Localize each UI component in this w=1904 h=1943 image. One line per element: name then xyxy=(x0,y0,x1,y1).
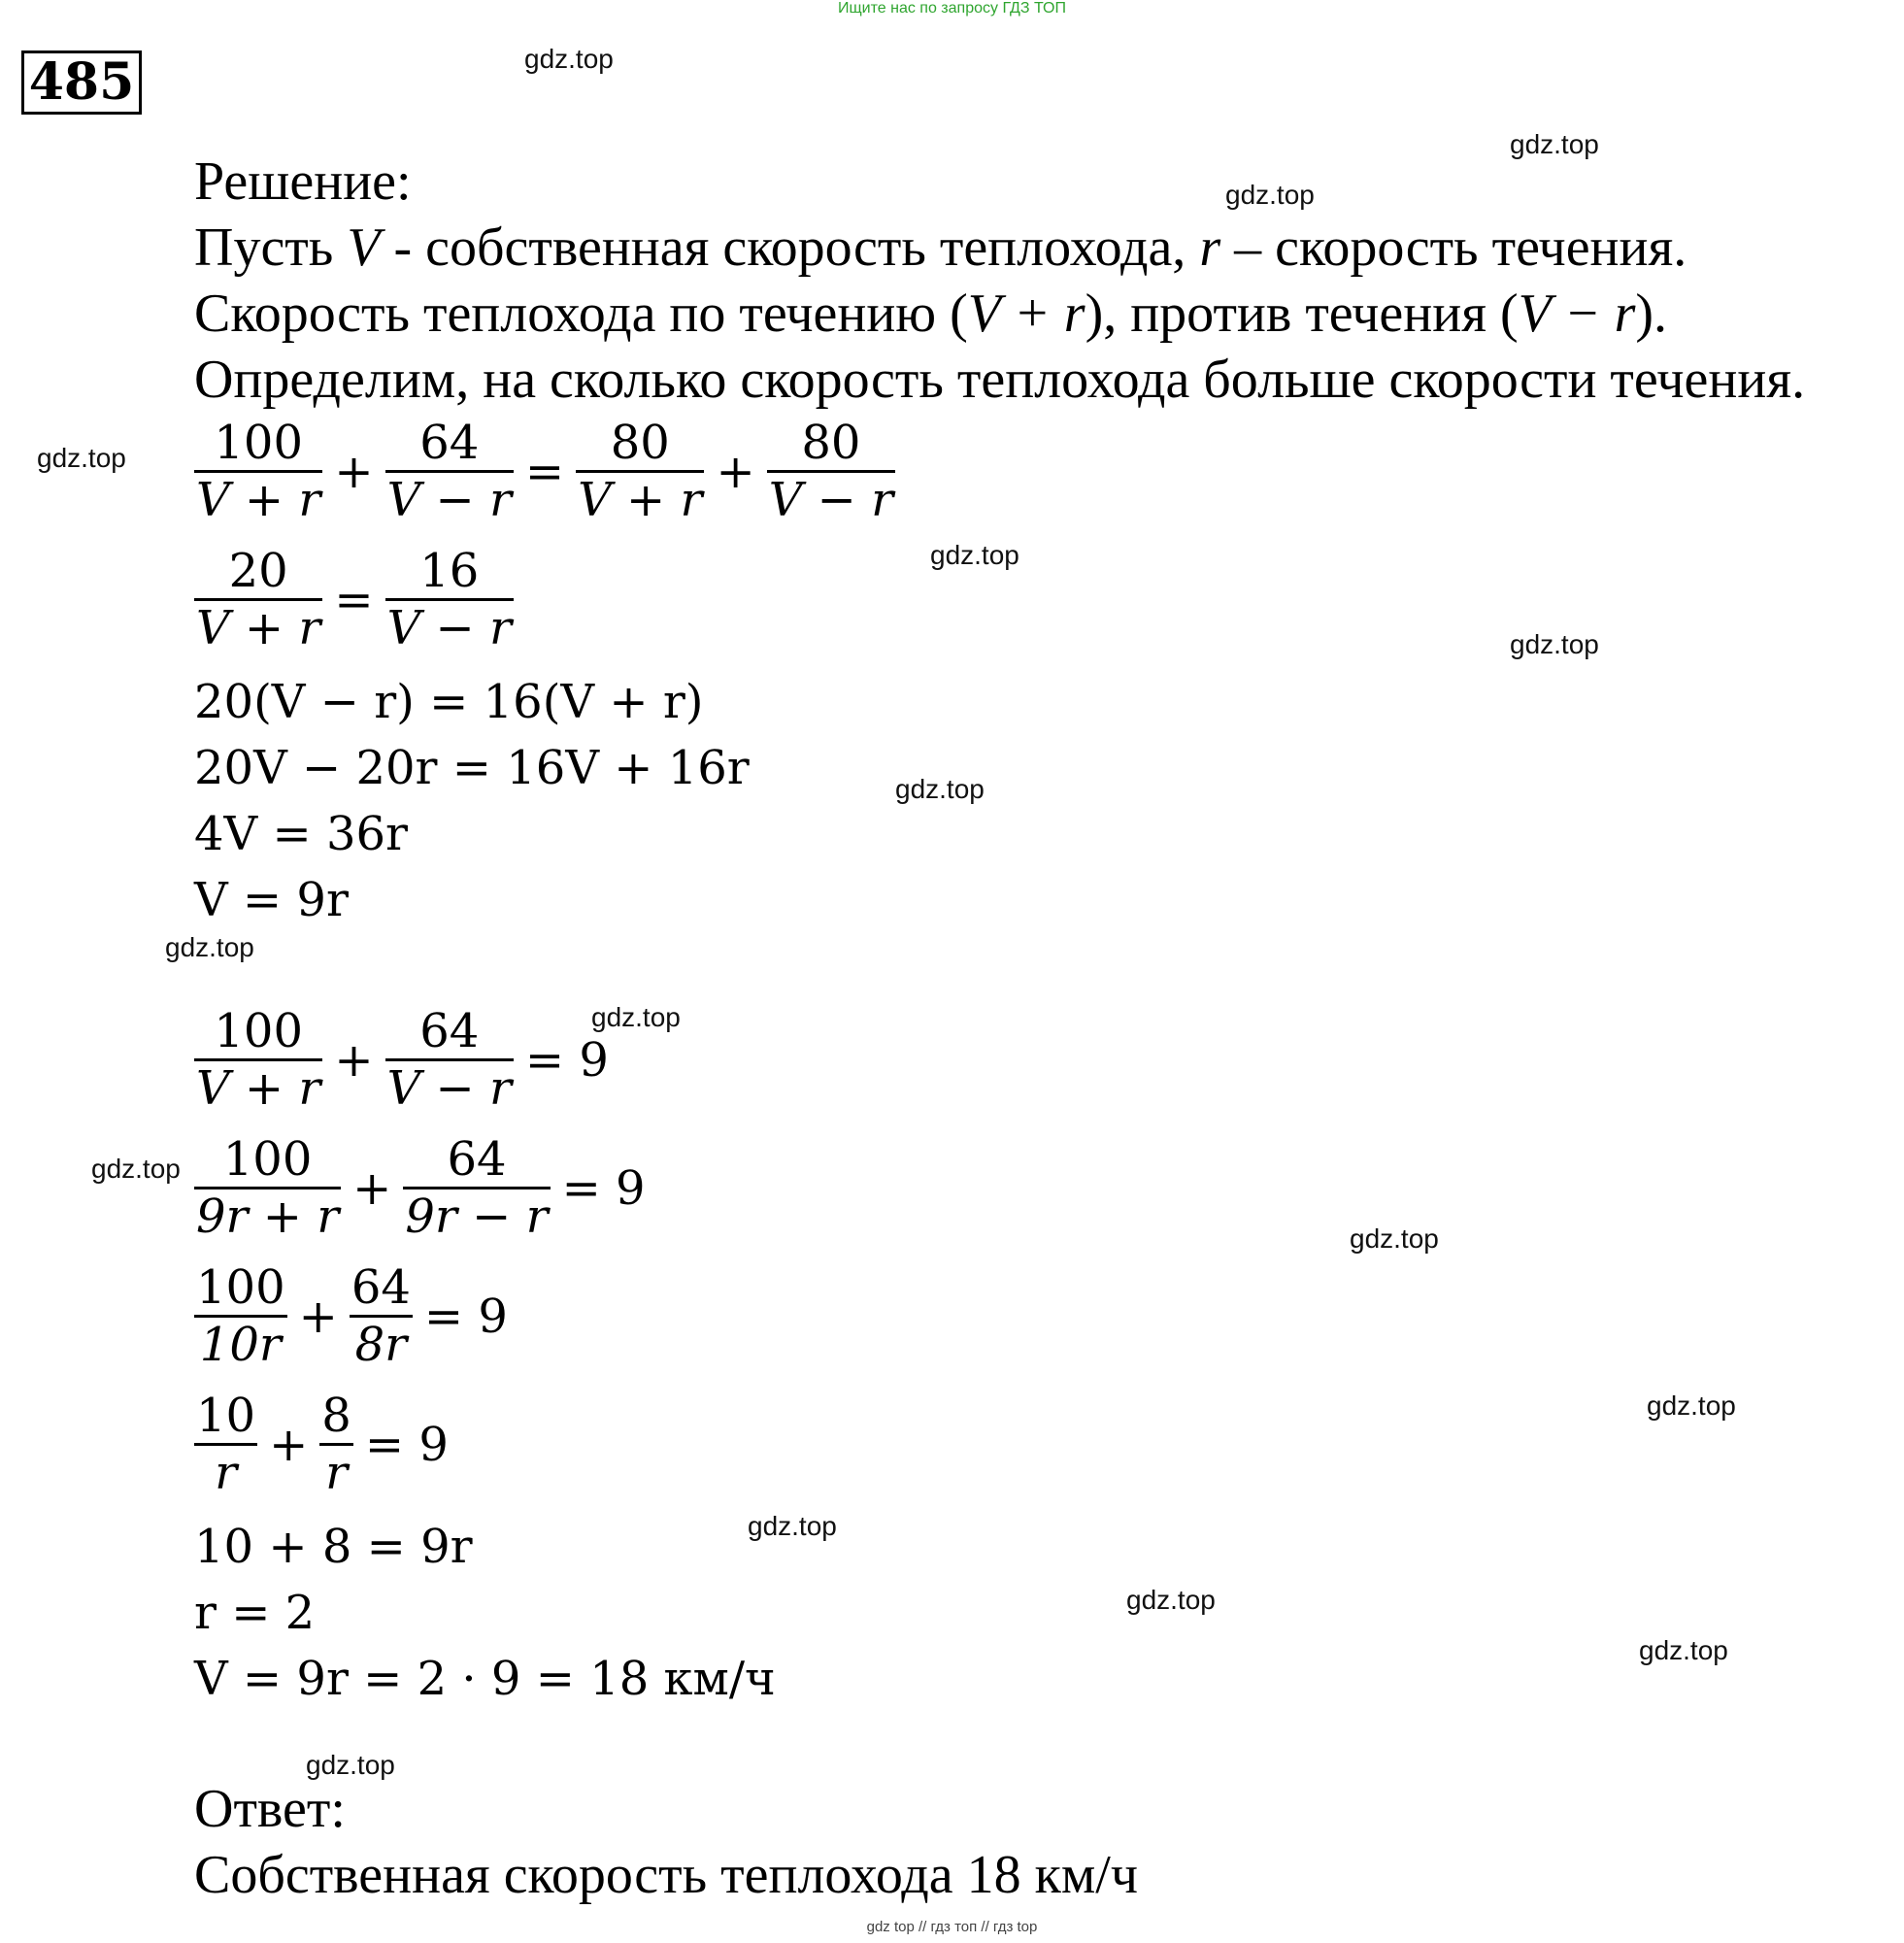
bottom-banner[interactable]: gdz top // гдз топ // гдз top xyxy=(866,1919,1038,1935)
watermark: gdz.top xyxy=(1126,1585,1216,1615)
fraction: $\frac{80}{V + r}$ xyxy=(578,416,703,527)
fraction: $\frac{80}{V - r}$ xyxy=(768,416,894,527)
equation-1: $\frac{100}{V + r}$ + $\frac{64}{V - r}$ = $\frac{80}{V + r}$ + $\frac{80}{V - r}$ xyxy=(196,416,894,527)
watermark: gdz.top xyxy=(748,1511,837,1541)
watermark: gdz.top xyxy=(895,774,985,804)
equation-5: $\frac{100}{10r}$ + $\frac{64}{8r}$ = 9 xyxy=(196,1260,508,1372)
fraction: $\frac{8}{r}$ xyxy=(321,1389,351,1500)
watermark: gdz.top xyxy=(930,540,1019,570)
watermark: gdz.top xyxy=(37,443,126,473)
fraction: $\frac{64}{V - r}$ xyxy=(386,416,512,527)
equation-line: 10 + 8 = 9r xyxy=(194,1520,473,1574)
problem-number: 485 xyxy=(21,50,142,115)
fraction: $\frac{100}{10r}$ xyxy=(196,1260,285,1372)
equation-line: 20(V − r) = 16(V + r) xyxy=(194,675,704,729)
answer-label: Ответ: xyxy=(194,1779,346,1839)
watermark: gdz.top xyxy=(1510,129,1599,159)
watermark: gdz.top xyxy=(1350,1223,1439,1254)
equation-line: V = 9r = 2 · 9 = 18 км/ч xyxy=(194,1652,776,1706)
fraction: $\frac{64}{V - r}$ xyxy=(386,1004,512,1116)
fraction: $\frac{100}{V + r}$ xyxy=(196,1004,321,1116)
equation-2: $\frac{20}{V + r}$ = $\frac{16}{V - r}$ xyxy=(196,544,512,655)
watermark: gdz.top xyxy=(165,932,254,962)
equation-4: $\frac{100}{9r + r}$ + $\frac{64}{9r - r}$ = 9 xyxy=(196,1132,646,1244)
watermark: gdz.top xyxy=(1225,180,1315,210)
fraction: $\frac{16}{V - r}$ xyxy=(386,544,512,655)
watermark: gdz.top xyxy=(306,1750,395,1780)
fraction: $\frac{100}{9r + r}$ xyxy=(196,1132,340,1244)
equation-3: $\frac{100}{V + r}$ + $\frac{64}{V - r}$ = 9 xyxy=(196,1004,609,1116)
equation-6: $\frac{10}{r}$ + $\frac{8}{r}$ = 9 xyxy=(196,1389,449,1500)
equation-line: 4V = 36r xyxy=(194,807,408,861)
intro-line-2: Скорость теплохода по течению (V + r), против течения (V − r). xyxy=(194,284,1668,344)
watermark: gdz.top xyxy=(1639,1635,1728,1665)
fraction: $\frac{100}{V + r}$ xyxy=(196,416,321,527)
equation-line: 20V − 20r = 16V + 16r xyxy=(194,741,750,795)
watermark: gdz.top xyxy=(1647,1390,1736,1421)
top-banner[interactable]: Ищите нас по запросу ГДЗ ТОП xyxy=(838,0,1066,17)
equation-line: r = 2 xyxy=(194,1586,316,1640)
equation-line: V = 9r xyxy=(194,873,349,927)
answer-text: Собственная скорость теплохода 18 км/ч xyxy=(194,1845,1138,1905)
solution-label: Решение: xyxy=(194,151,412,212)
fraction: $\frac{64}{9r - r}$ xyxy=(405,1132,549,1244)
watermark: gdz.top xyxy=(591,1002,681,1032)
watermark: gdz.top xyxy=(524,44,614,74)
watermark: gdz.top xyxy=(91,1154,181,1184)
intro-line-1: Пусть V - собственная скорость теплохода, r – скорость течения. xyxy=(194,218,1687,278)
watermark: gdz.top xyxy=(1510,629,1599,659)
fraction: $\frac{10}{r}$ xyxy=(196,1389,256,1500)
intro-line-3: Определим, на сколько скорость теплохода больше скорости течения. xyxy=(194,350,1806,410)
fraction: $\frac{64}{8r}$ xyxy=(351,1260,411,1372)
fraction: $\frac{20}{V + r}$ xyxy=(196,544,321,655)
